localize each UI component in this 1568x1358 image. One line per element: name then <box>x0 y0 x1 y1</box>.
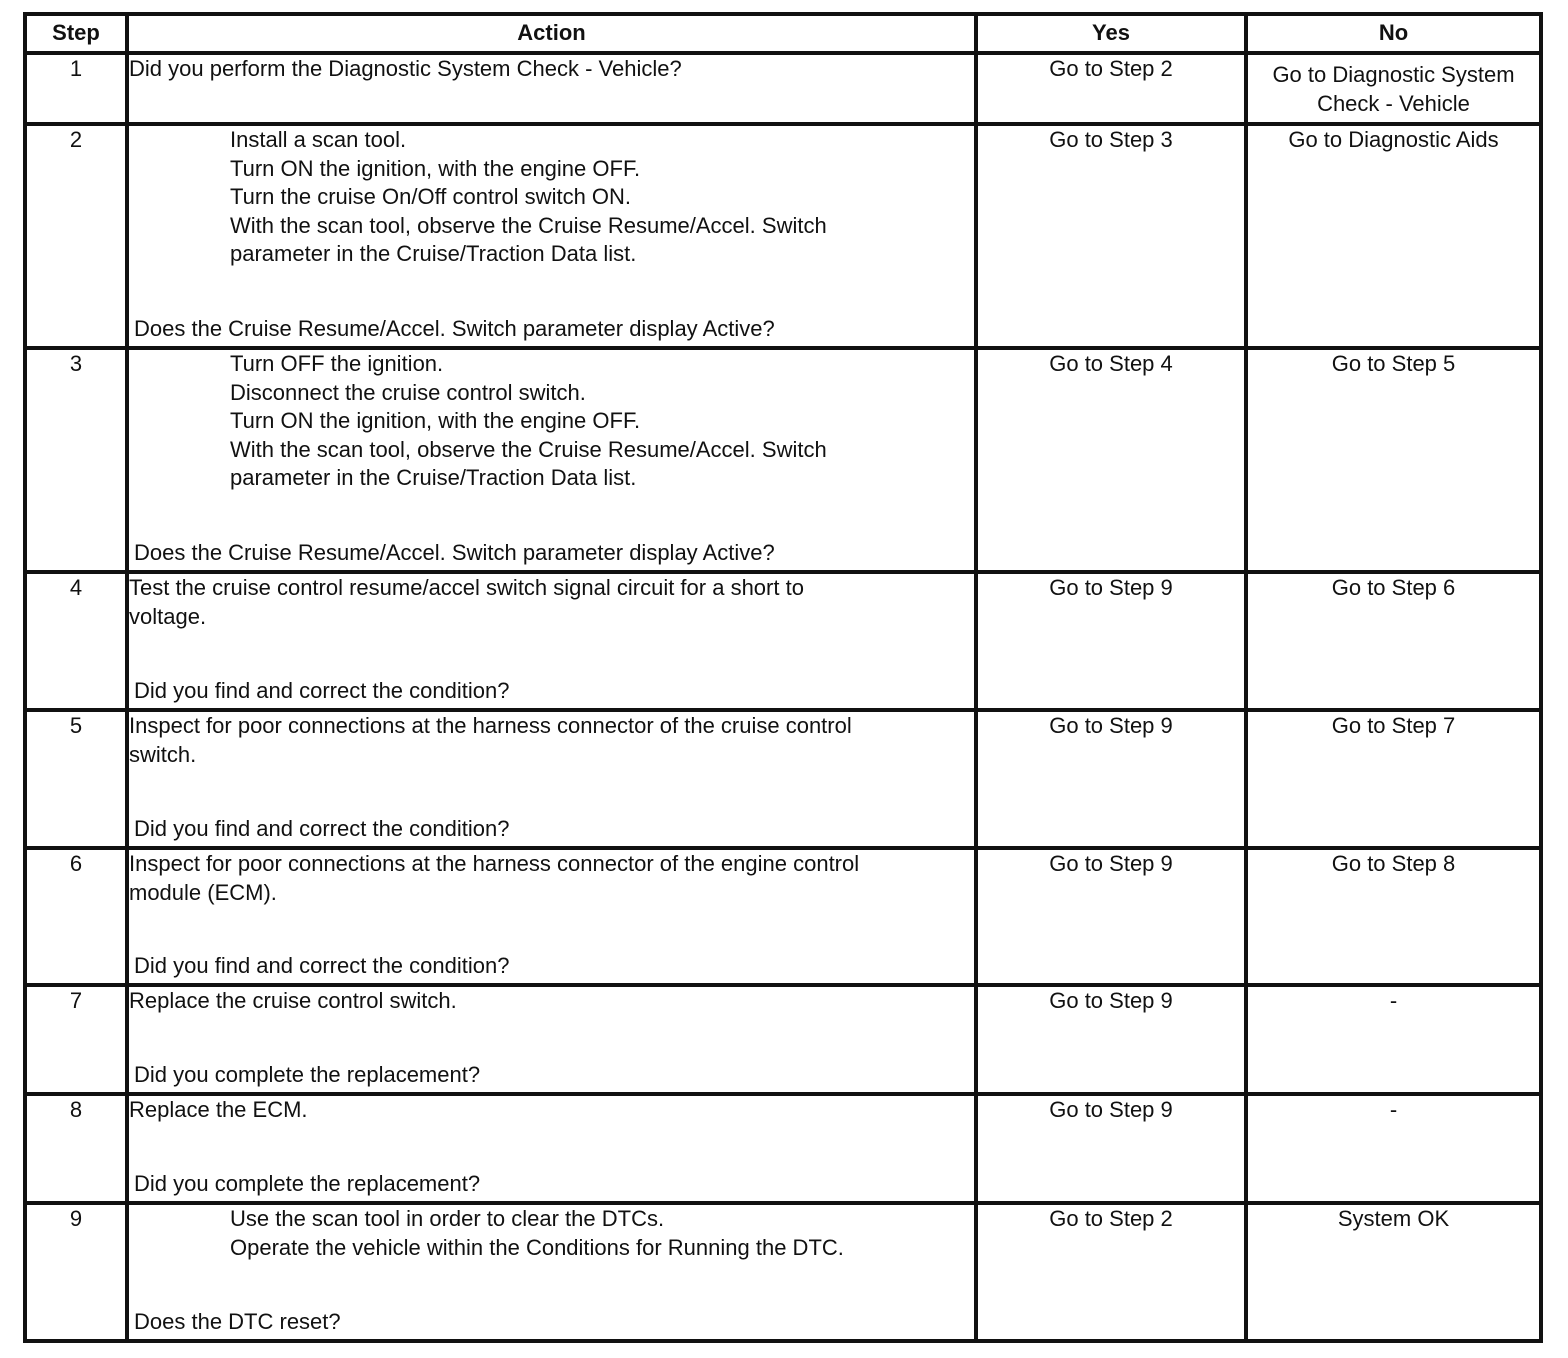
action-question: Did you find and correct the condition? <box>134 677 510 703</box>
no-cell: - <box>1246 1094 1541 1203</box>
header-row <box>25 14 1541 53</box>
no-cell: Go to Step 6 <box>1246 572 1541 710</box>
action-question: Did you complete the replacement? <box>134 1061 481 1087</box>
action-text: voltage. <box>129 603 207 629</box>
action-substep: Operate the vehicle within the Conditions for Running the DTC. <box>230 1234 844 1260</box>
action-question: Did you complete the replacement? <box>134 1170 481 1196</box>
step-number: 1 <box>25 53 127 124</box>
header-yes: Yes <box>976 14 1246 53</box>
step-number: 2 <box>25 124 127 348</box>
action-substep: Disconnect the cruise control switch. <box>230 379 586 405</box>
action-text: Replace the ECM. <box>129 1097 308 1122</box>
table-row <box>25 348 1541 572</box>
yes-cell: Go to Step 3 <box>976 124 1246 348</box>
table-row <box>25 572 1541 710</box>
action-text: Did you perform the Diagnostic System Check - Vehicle? <box>129 56 682 81</box>
action-substep: Turn ON the ignition, with the engine OFF. <box>230 408 641 433</box>
action-question: Did you find and correct the condition? <box>134 815 510 841</box>
table-row <box>25 1094 1541 1203</box>
step-number: 9 <box>25 1203 127 1341</box>
action-question: Does the DTC reset? <box>134 1308 341 1334</box>
action-cell <box>127 1203 976 1341</box>
action-substep: With the scan tool, observe the Cruise Resume/Accel. Switch <box>230 212 827 238</box>
action-cell <box>127 710 976 848</box>
no-cell: Go to Step 7 <box>1246 710 1541 848</box>
action-cell <box>127 53 976 124</box>
table-row <box>25 710 1541 848</box>
action-cell <box>127 348 976 572</box>
header-step: Step <box>25 14 127 53</box>
yes-cell: Go to Step 9 <box>976 848 1246 985</box>
action-question: Does the Cruise Resume/Accel. Switch parameter display Active? <box>134 539 775 565</box>
action-cell <box>127 985 976 1094</box>
no-text: Check - Vehicle <box>1317 90 1470 116</box>
action-question: Does the Cruise Resume/Accel. Switch parameter display Active? <box>134 315 775 341</box>
header-no: No <box>1246 14 1541 53</box>
table-row <box>25 848 1541 985</box>
table-row <box>25 985 1541 1094</box>
yes-cell: Go to Step 2 <box>976 1203 1246 1341</box>
yes-cell: Go to Step 4 <box>976 348 1246 572</box>
step-number: 8 <box>25 1094 127 1203</box>
action-substep: Install a scan tool. <box>230 127 407 152</box>
no-text: Go to Diagnostic System <box>1272 62 1515 87</box>
step-number: 5 <box>25 710 127 848</box>
yes-cell: Go to Step 9 <box>976 1094 1246 1203</box>
diagnostic-table <box>23 12 1543 1343</box>
no-cell: Go to Diagnostic Aids <box>1246 124 1541 348</box>
action-substep: With the scan tool, observe the Cruise Resume/Accel. Switch <box>230 436 827 462</box>
no-cell: Go to Step 5 <box>1246 348 1541 572</box>
yes-cell: Go to Step 9 <box>976 985 1246 1094</box>
step-number: 4 <box>25 572 127 710</box>
action-text: module (ECM). <box>129 879 277 905</box>
action-cell <box>127 572 976 710</box>
action-text: Inspect for poor connections at the harness connector of the engine control <box>129 851 860 876</box>
action-cell <box>127 848 976 985</box>
action-substep: parameter in the Cruise/Traction Data list. <box>230 465 637 490</box>
yes-cell: Go to Step 9 <box>976 572 1246 710</box>
step-number: 6 <box>25 848 127 985</box>
yes-cell: Go to Step 9 <box>976 710 1246 848</box>
header-action: Action <box>127 14 976 53</box>
action-substep: Turn OFF the ignition. <box>230 351 444 376</box>
action-substep: Turn the cruise On/Off control switch ON. <box>230 184 632 209</box>
action-substep: parameter in the Cruise/Traction Data list. <box>230 241 637 266</box>
no-cell: - <box>1246 985 1541 1094</box>
action-question: Did you find and correct the condition? <box>134 952 510 978</box>
table-row <box>25 1203 1541 1341</box>
table-row <box>25 53 1541 124</box>
action-text: switch. <box>129 741 197 767</box>
table-row <box>25 124 1541 348</box>
no-cell: Go to Step 8 <box>1246 848 1541 985</box>
step-number: 7 <box>25 985 127 1094</box>
action-text: Replace the cruise control switch. <box>129 988 457 1013</box>
action-text: Test the cruise control resume/accel switch signal circuit for a short to <box>129 575 804 600</box>
no-cell: System OK <box>1246 1203 1541 1341</box>
action-substep: Turn ON the ignition, with the engine OFF. <box>230 155 641 181</box>
action-text: Inspect for poor connections at the harness connector of the cruise control <box>129 713 852 738</box>
yes-cell: Go to Step 2 <box>976 53 1246 124</box>
action-substep: Use the scan tool in order to clear the DTCs. <box>230 1206 665 1231</box>
step-number: 3 <box>25 348 127 572</box>
no-cell <box>1246 53 1541 124</box>
action-cell <box>127 1094 976 1203</box>
action-cell <box>127 124 976 348</box>
